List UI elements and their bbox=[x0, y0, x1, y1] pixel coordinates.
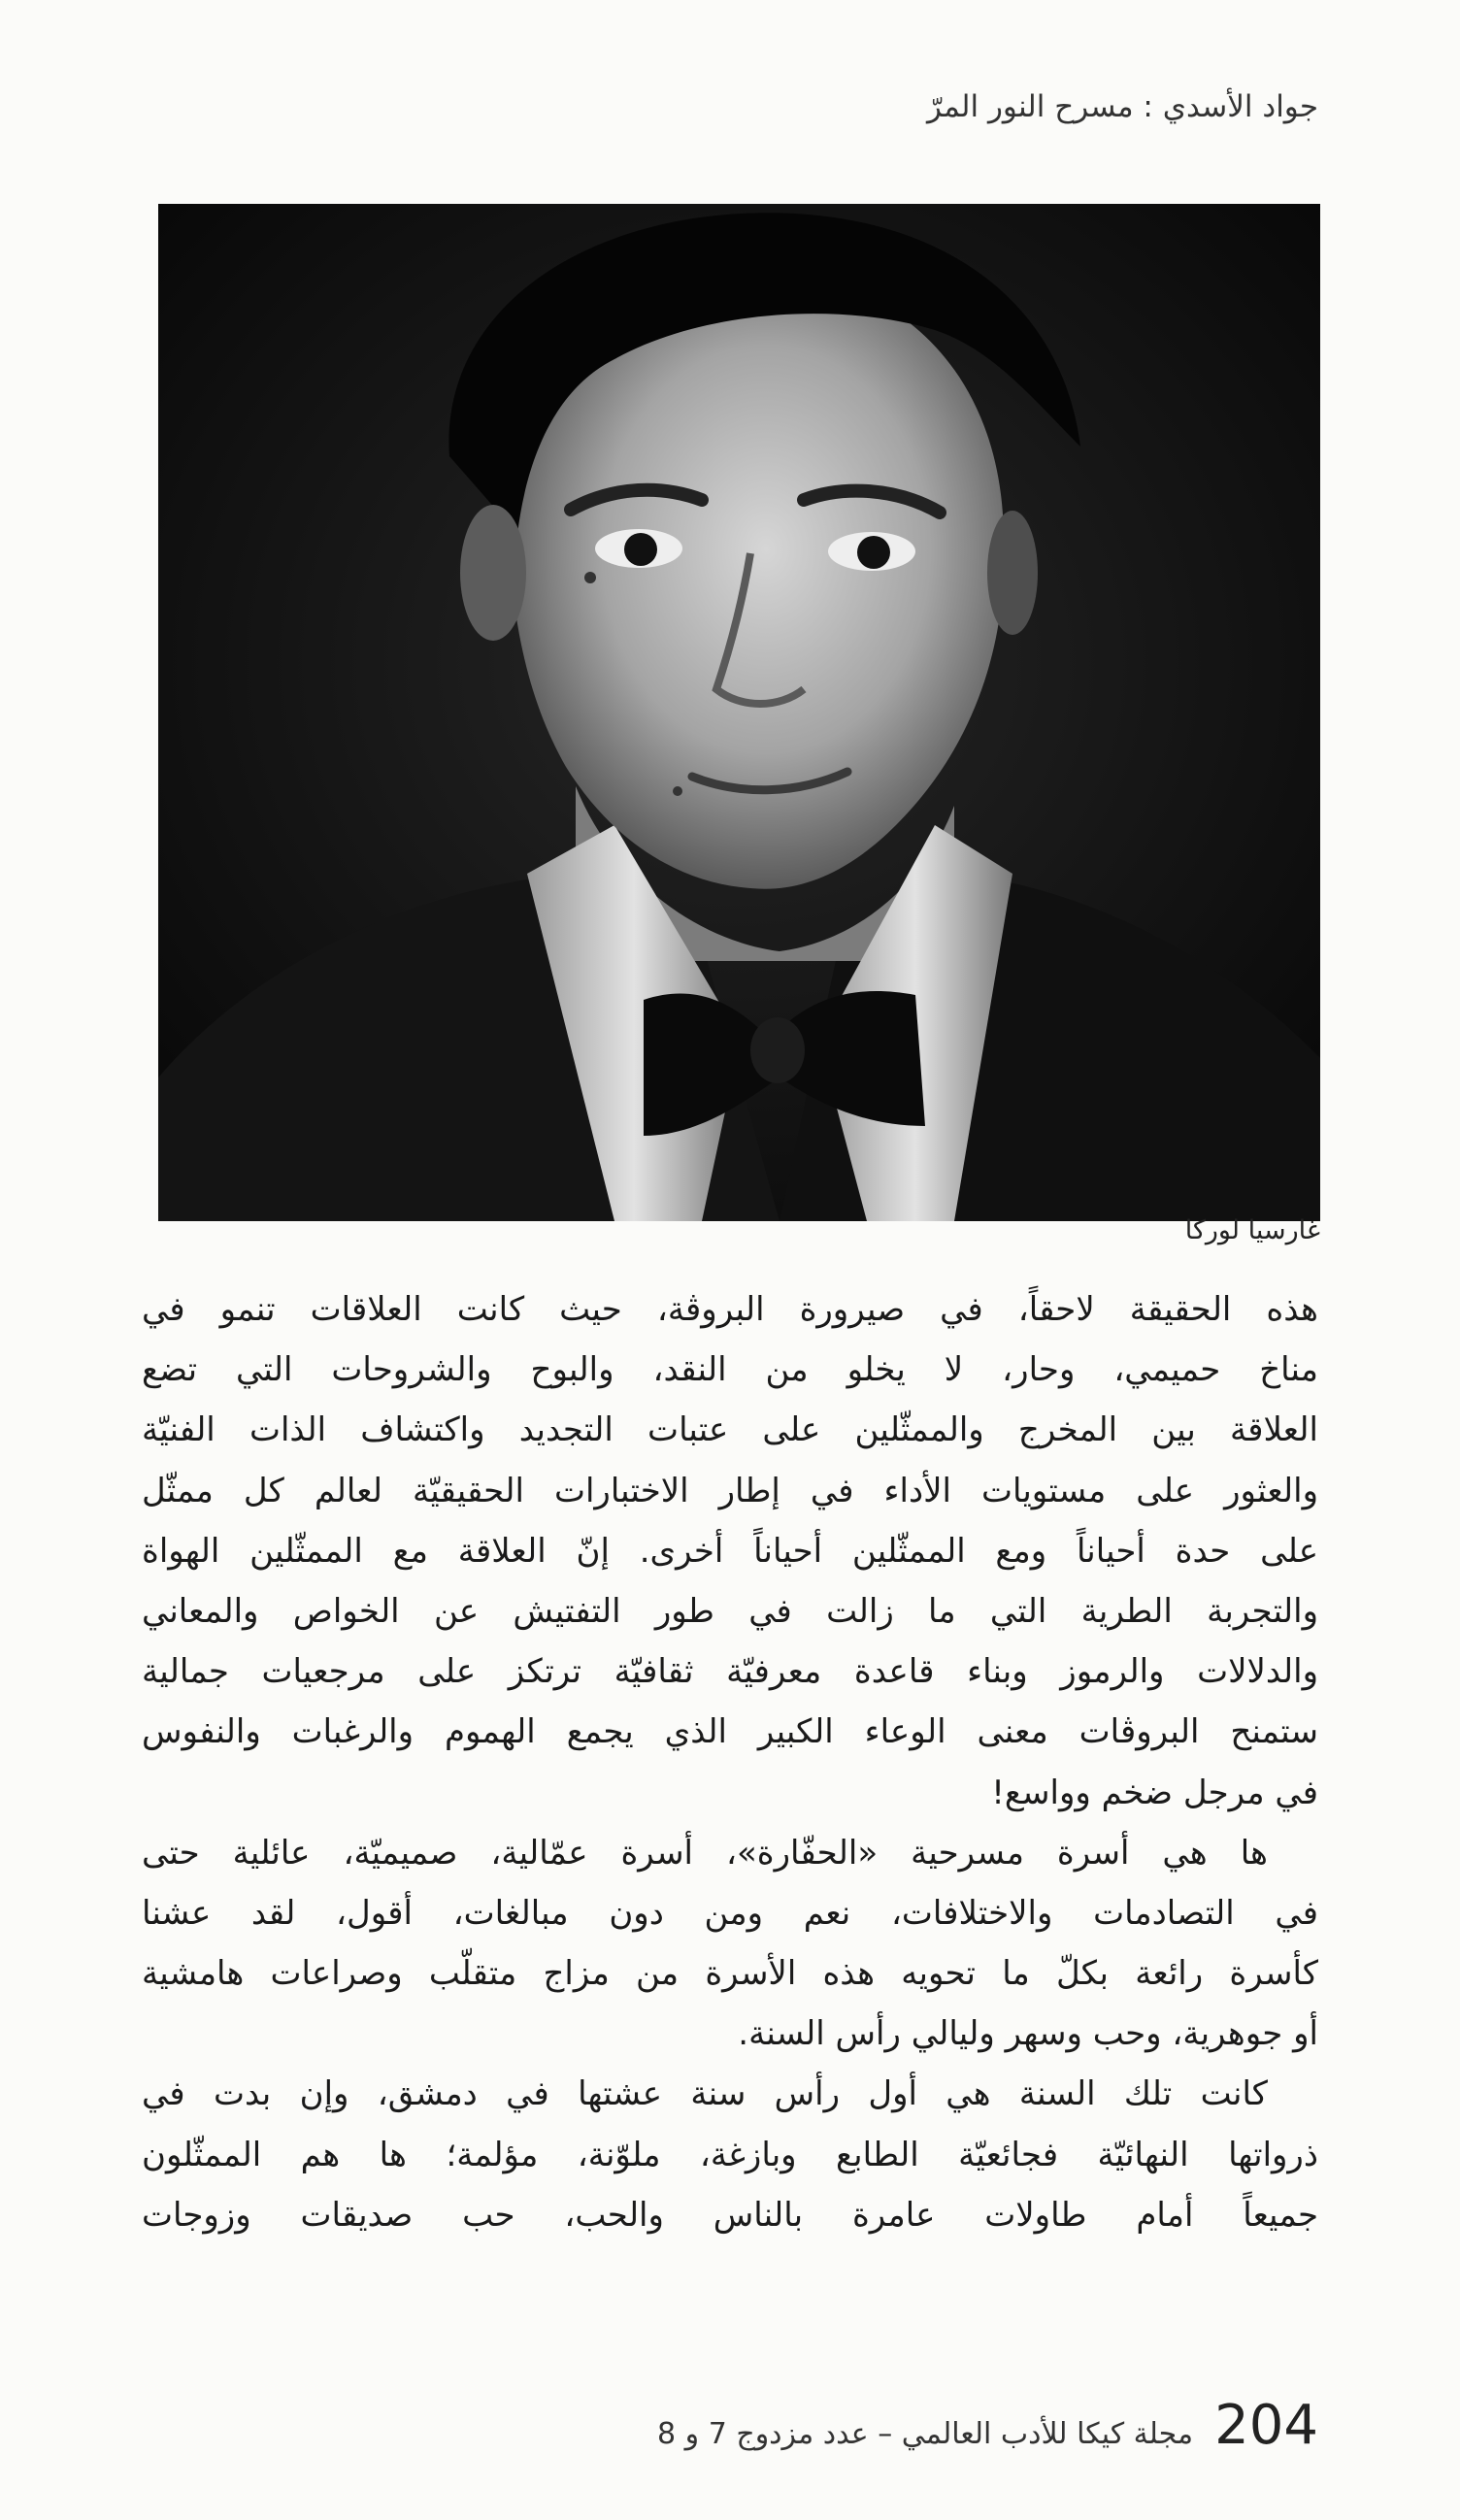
portrait-photo-icon bbox=[158, 204, 1320, 1221]
running-title: جواد الأسدي : مسرح النور المرّ bbox=[927, 89, 1318, 124]
text-line: في مرجل ضخم وواسع! bbox=[991, 1773, 1318, 1812]
article-body bbox=[142, 1279, 1318, 2245]
paragraph-3 bbox=[142, 2064, 1318, 2245]
text-line: ها هي أسرة مسرحية «الحفّارة»، أسرة عمّالية، صميميّة، عائلية حتى bbox=[142, 1833, 1268, 1873]
paragraph-2 bbox=[142, 1823, 1318, 2065]
text-line: والدلالات والرموز وبناء قاعدة معرفيّة ثقافيّة ترتكز على مرجعيات جمالية bbox=[142, 1652, 1318, 1692]
figure-caption-text: غارسيا لوركا bbox=[1184, 1215, 1320, 1245]
running-header bbox=[142, 89, 1318, 124]
text-line: مناخ حميمي، وحار، لا يخلو من النقد، والبوح والشروحات التي تضع bbox=[142, 1350, 1318, 1390]
text-line: كأسرة رائعة بكلّ ما تحويه هذه الأسرة من مزاج متقلّب وصراعات هامشية bbox=[142, 1954, 1318, 1994]
figure-caption bbox=[1185, 1215, 1320, 1245]
text-line: والتجربة الطرية التي ما زالت في طور التفتيش عن الخواص والمعاني bbox=[142, 1591, 1318, 1631]
text-line: والعثور على مستويات الأداء في إطار الاختبارات الحقيقيّة لعالم كل ممثّل bbox=[142, 1471, 1318, 1510]
page-number: 204 bbox=[1214, 2394, 1318, 2457]
text-line: هذه الحقيقة لاحقاً، في صيرورة البروڤة، حيث كانت العلاقات تنمو في bbox=[142, 1290, 1318, 1329]
text-line: العلاقة بين المخرج والممثّلين على عتبات التجديد واكتشاف الذات الفنيّة bbox=[142, 1410, 1318, 1450]
text-line: جميعاً أمام طاولات عامرة بالناس والحب، حب صديقات وزوجات bbox=[142, 2195, 1318, 2235]
text-line: على حدة أحياناً ومع الممثّلين أحياناً أخرى. إنّ العلاقة مع الممثّلين الهواة bbox=[142, 1531, 1318, 1571]
journal-name: مجلة كيكا للأدب العالمي – عدد مزدوج 7 و 8 bbox=[657, 2417, 1194, 2451]
text-line: ستمنح البروڤات معنى الوعاء الكبير الذي يجمع الهموم والرغبات والنفوس bbox=[142, 1712, 1318, 1752]
text-line: أو جوهرية، وحب وسهر وليالي رأس السنة. bbox=[738, 2014, 1318, 2054]
portrait-photo bbox=[158, 204, 1320, 1221]
paragraph-1 bbox=[142, 1279, 1318, 1823]
text-line: كانت تلك السنة هي أول رأس سنة عشتها في دمشق، وإن بدت في bbox=[142, 2074, 1268, 2114]
text-line: ذرواتها النهائيّة فجائعيّة الطابع وبازغة، ملوّنة، مؤلمة؛ ها هم الممثّلون bbox=[142, 2135, 1318, 2174]
text-line: في التصادمات والاختلافات، نعم ومن دون مبالغات، أقول، لقد عشنا bbox=[142, 1893, 1318, 1933]
page-footer bbox=[582, 2394, 1318, 2457]
